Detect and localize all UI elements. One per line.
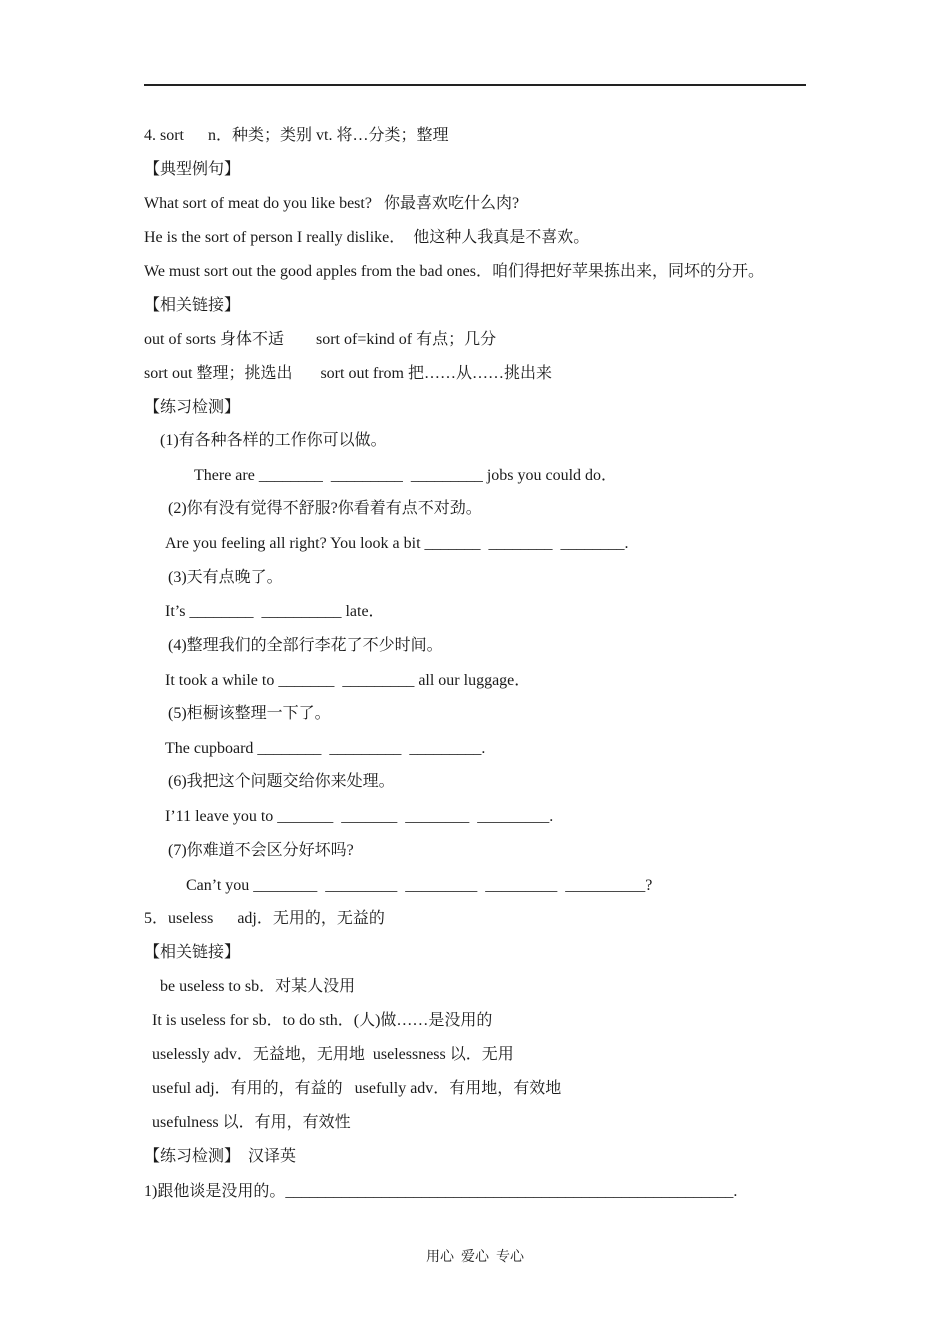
practice-prompt: (4)整理我们的全部行李花了不少时间。 xyxy=(168,637,443,654)
header-rule xyxy=(144,84,806,86)
practice-answer-line: Can’t you ________ _________ _________ _________ __________? xyxy=(186,877,653,894)
section-heading-examples: 【典型例句】 xyxy=(144,161,241,178)
related-phrase: It is useless for sb．to do sth．(人)做……是没用的 xyxy=(152,1012,493,1029)
practice-answer-line: It’s ________ __________ late． xyxy=(165,603,385,620)
page-footer: 用心 爱心 专心 xyxy=(426,1250,524,1265)
related-phrase: sort out 整理；挑选出 sort out from 把……从……挑出来 xyxy=(144,365,552,382)
example-sentence: He is the sort of person I really dislike． 他这种人我真是不喜欢。 xyxy=(144,229,590,246)
practice-answer-line: It took a while to _______ _________ all our luggage． xyxy=(165,672,531,689)
related-phrase: useful adj．有用的，有益的 usefully adv．有用地，有效地 xyxy=(152,1080,562,1097)
section-heading-related: 【相关链接】 xyxy=(144,944,241,961)
entry-heading-sort: 4. sort n．种类；类别 vt. 将…分类；整理 xyxy=(144,127,449,144)
section-heading-practice: 【练习检测】 xyxy=(144,399,241,416)
related-phrase: be useless to sb．对某人没用 xyxy=(160,978,356,995)
practice-answer-line: I’11 leave you to _______ _______ ________ _________. xyxy=(165,808,554,825)
section-heading-related: 【相关链接】 xyxy=(144,297,241,314)
practice-prompt: (1)有各种各样的工作你可以做。 xyxy=(160,432,387,449)
related-phrase: usefulness 以．有用，有效性 xyxy=(152,1114,351,1131)
practice-prompt: (6)我把这个问题交给你来处理。 xyxy=(168,773,395,790)
practice-prompt: (2)你有没有觉得不舒服?你看着有点不对劲。 xyxy=(168,500,482,517)
practice-answer-line: 1)跟他谈是没用的。________________________________________________________. xyxy=(144,1183,738,1200)
example-sentence: We must sort out the good apples from the bad ones．咱们得把好苹果拣出来，同坏的分开。 xyxy=(144,263,764,280)
practice-answer-line: The cupboard ________ _________ _________. xyxy=(165,740,486,757)
section-heading-practice: 【练习检测】 汉译英 xyxy=(144,1148,297,1165)
practice-prompt: (5)柜橱该整理一下了。 xyxy=(168,705,331,722)
practice-answer-line: There are ________ _________ _________ jobs you could do． xyxy=(194,467,618,484)
entry-heading-useless: 5．useless adj．无用的，无益的 xyxy=(144,910,385,927)
practice-prompt: (3)天有点晚了。 xyxy=(168,569,283,586)
example-sentence: What sort of meat do you like best? 你最喜欢吃什么肉? xyxy=(144,195,520,212)
related-phrase: out of sorts 身体不适 sort of=kind of 有点；几分 xyxy=(144,331,497,348)
practice-prompt: (7)你难道不会区分好坏吗? xyxy=(168,842,354,859)
related-phrase: uselessly adv．无益地，无用地 uselessness 以．无用 xyxy=(152,1046,514,1063)
practice-answer-line: Are you feeling all right? You look a bit _______ ________ ________. xyxy=(165,535,629,552)
